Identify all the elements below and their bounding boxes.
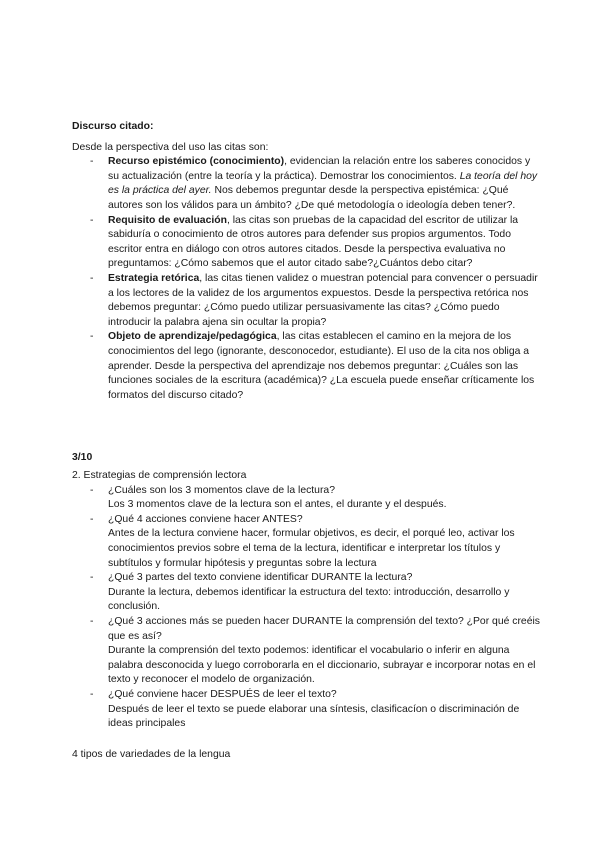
section-estrategias (72, 469, 542, 732)
date-block (72, 451, 542, 466)
item-text: , evidencian la relación entre los saberes conocidos y su actualización (entre la teoría y la práctica). Demostrar los conocimientos. (108, 156, 531, 182)
list-item (72, 484, 542, 513)
item-question: ¿Qué 4 acciones conviene hacer ANTES? (108, 513, 303, 525)
list-item (72, 330, 542, 403)
item-italic-quote: La teoría del hoy es la práctica del ayer. (108, 170, 538, 197)
item-term: Recurso epistémico (conocimiento) (108, 156, 285, 168)
item-question: ¿Qué 3 acciones más se pueden hacer DURANTE la comprensión del texto? ¿Por qué creéis que es así? (108, 615, 540, 642)
item-answer: Durante la comprensión del texto podemos: identificar el vocabulario o inferir en alguna palabra desconocida y luego corroborarla en el diccionario, subrayar e incorporar notas en el texto y reconocer el modelo de organización. (108, 645, 536, 686)
item-question: ¿Qué 3 partes del texto conviene identificar DURANTE la lectura? (108, 572, 413, 584)
list-item (72, 513, 542, 571)
list-item (72, 571, 542, 615)
item-text: Nos debemos preguntar desde la perspectiva epistémica: ¿Qué autores son los válidos para un ámbito? ¿De qué metodología o ideología deben tener?. (108, 185, 516, 211)
list-item (72, 214, 542, 272)
section-heading: 4 tipos de variedades de la lengua (72, 749, 231, 760)
citation-uses-list (72, 155, 542, 403)
list-item (72, 688, 542, 732)
question-list (72, 484, 542, 732)
item-question: ¿Cuáles son los 3 momentos clave de la lectura? (108, 484, 335, 496)
item-term: Requisito de evaluación (108, 214, 227, 226)
section-title: Discurso citado: (72, 121, 154, 132)
list-item (72, 272, 542, 330)
section-title: 2. Estrategias de comprensión lectora (72, 470, 247, 481)
list-item (72, 615, 542, 688)
section-intro: Desde la perspectiva del uso las citas son: (72, 141, 269, 153)
item-text: , las citas tienen validez o muestran potencial para convencer o persuadir a los lectores de la validez de los argumentos expuestos. Desde la perspectiva retórica nos debemos preguntar: ¿Cómo puedo utilizar persuasivamente las citas? ¿Cómo puedo introducir la palabra ajena sin ocultar la propia? (108, 272, 538, 328)
item-text: , las citas establecen el camino en la mejora de los conocimientos del lego (ignorante, desconocedor, estudiante). El uso de la cita nos obliga a aprender. Desde la perspectiva del aprendizaje nos debemos preguntar: ¿Cuáles son las funciones sociales de la escritura (académica)? ¿La escuela puede enseñar críticamente los formatos del discurso citado? (108, 331, 535, 401)
item-answer: Durante la lectura, debemos identificar la estructura del texto: introducción, desarrollo y conclusión. (108, 586, 510, 613)
item-term: Objeto de aprendizaje/pedagógica (108, 331, 277, 343)
item-term: Estrategia retórica (108, 272, 200, 284)
next-section (72, 748, 542, 763)
date-label: 3/10 (72, 452, 93, 463)
item-answer: Después de leer el texto se puede elaborar una síntesis, clasificacíon o discriminación de ideas principales (108, 703, 520, 730)
item-text: , las citas son pruebas de la capacidad del escritor de utilizar la sabiduría o conocimiento de otros autores para defender sus propios argumentos. Todo escritor entra en diálogo con otros autores citados. Desde la perspectiva evaluativa no preguntamos: ¿Cómo sabemos que el autor citado sabe?¿Cuántos debo citar? (108, 214, 519, 270)
list-item (72, 155, 542, 213)
section-discurso-citado (72, 120, 542, 403)
item-answer: Antes de la lectura conviene hacer, formular objetivos, es decir, el porqué leo, activar los conocimientos previos sobre el tema de la lectura, identificar e interpretar los títulos y subtítulos y formular hipótesis y preguntas sobre la lectura (108, 528, 515, 569)
item-question: ¿Qué conviene hacer DESPUÉS de leer el texto? (108, 688, 337, 700)
item-answer: Los 3 momentos clave de la lectura son el antes, el durante y el después. (108, 499, 447, 511)
